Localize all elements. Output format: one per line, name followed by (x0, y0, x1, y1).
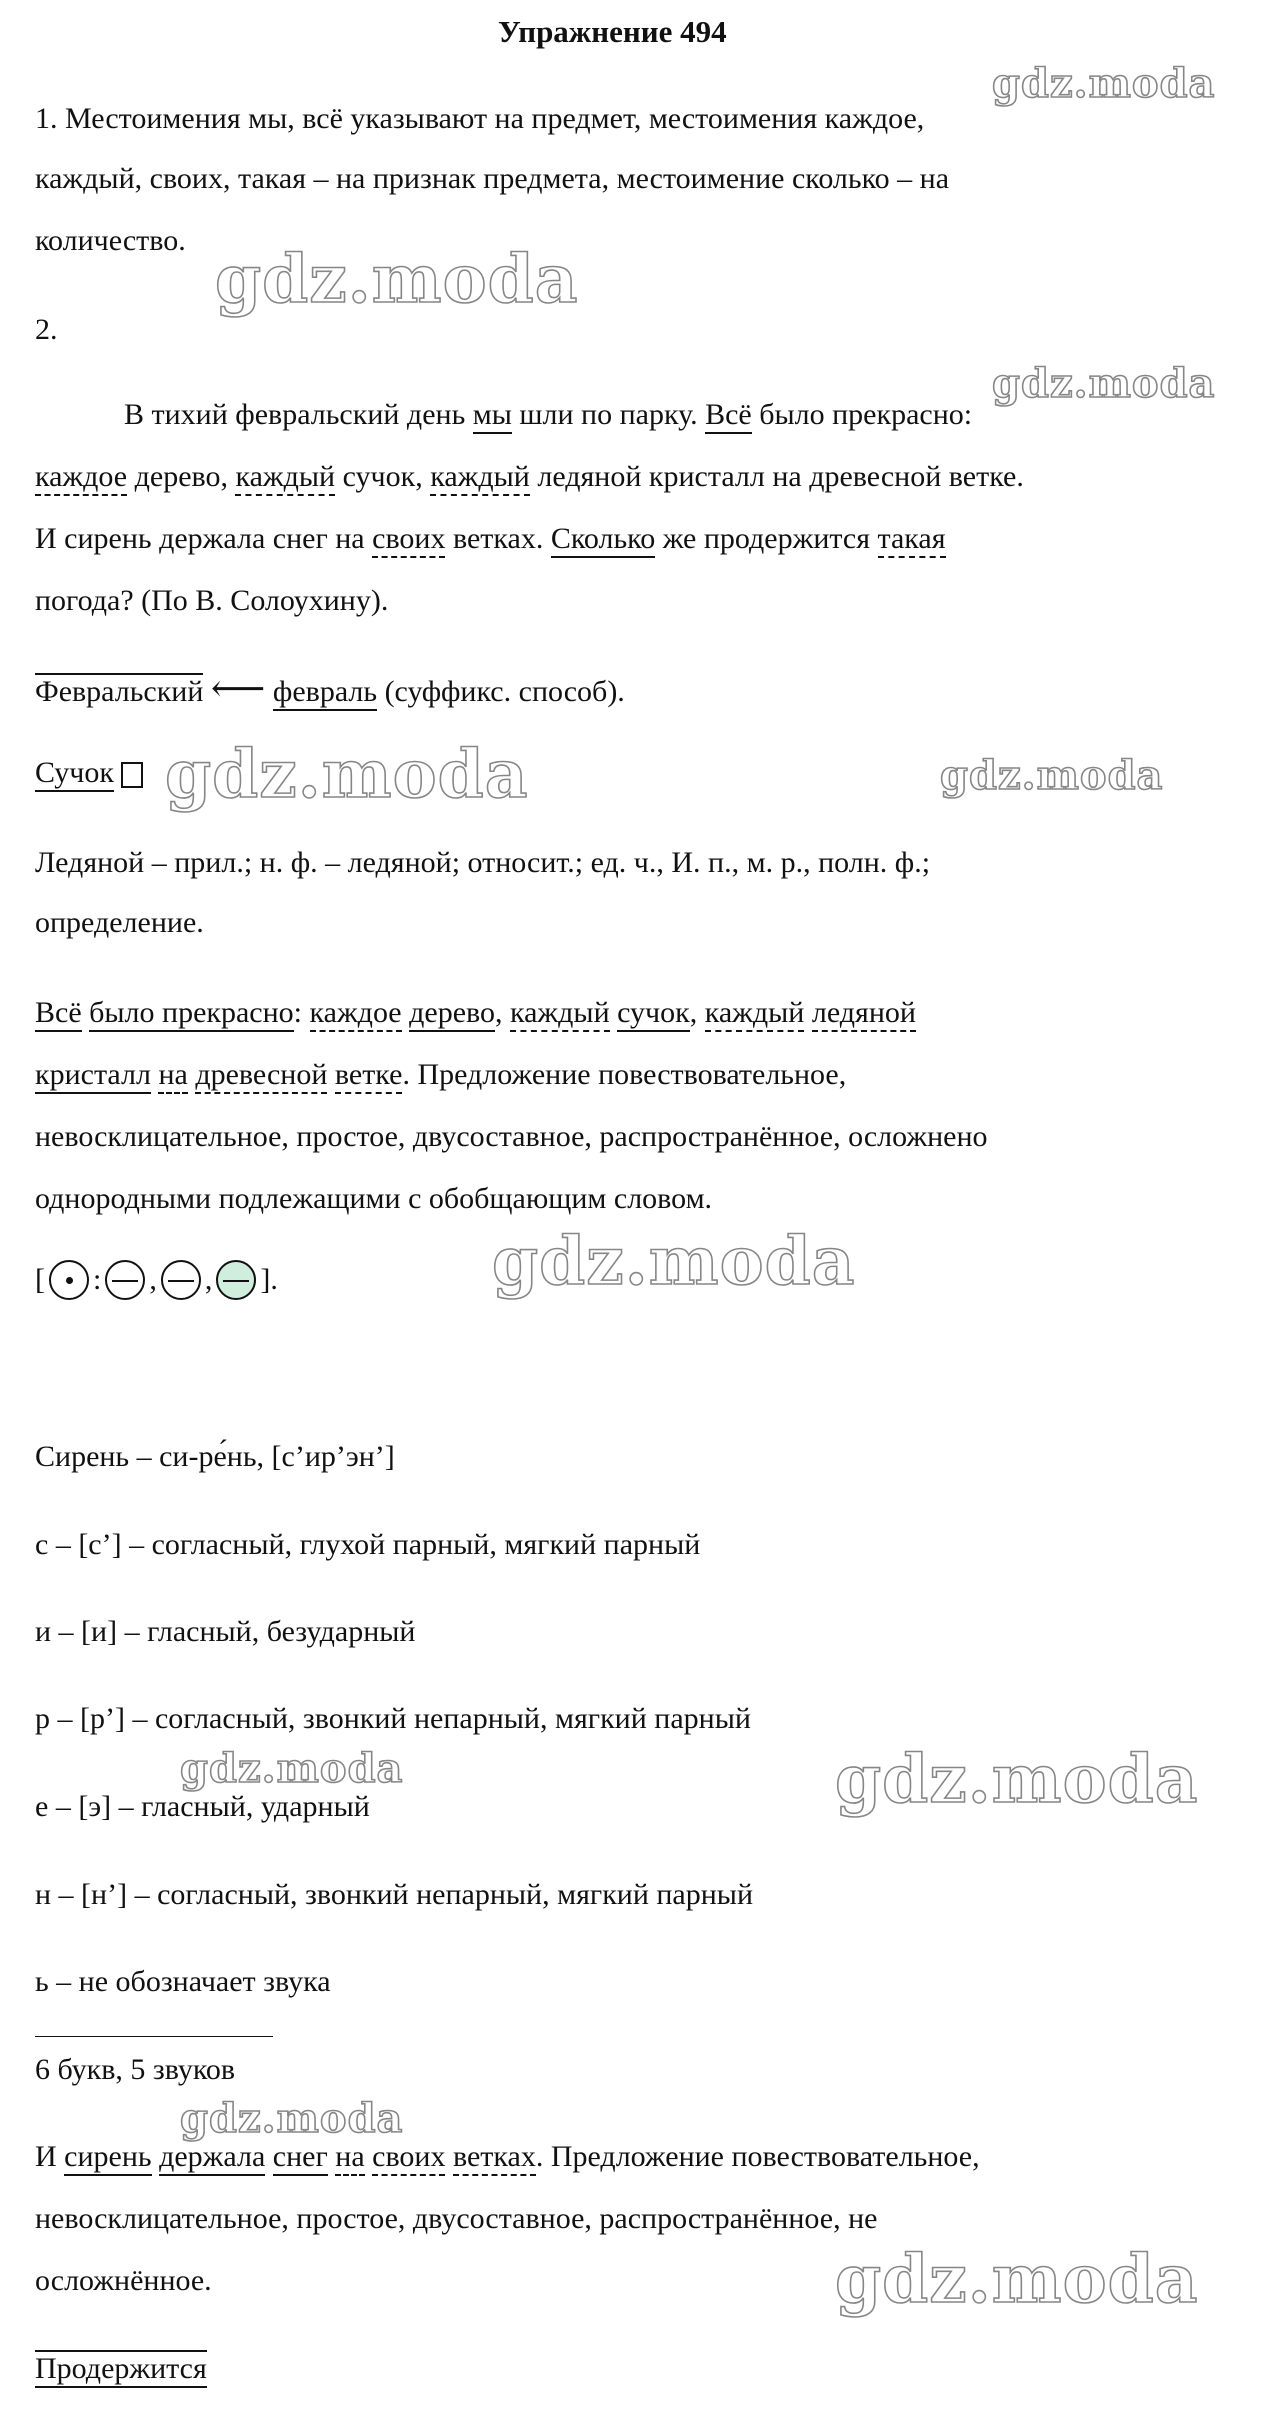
answer-1-line: 1. Местоимения мы, всё указывают на предмет, местоимения каждое, (35, 102, 925, 135)
phonetic-row: ь – не обозначает звука (35, 1965, 331, 1998)
divider (35, 2036, 273, 2037)
generalizing-word-circle-icon (49, 1260, 89, 1300)
homogeneous-member-circle-icon (105, 1260, 145, 1300)
synt-line: Всё было прекрасно: каждое дерево, каждый сучок, каждый ледяной (35, 996, 916, 1030)
answer-1-line: количество. (35, 224, 186, 257)
phonetic-row: е – [э] – гласный, ударный (35, 1790, 370, 1823)
watermark: gdz.moda (180, 2095, 404, 2142)
phonetic-total: 6 букв, 5 звуков (35, 2053, 236, 2086)
answer-2-number: 2. (35, 313, 58, 346)
phonetic-row: с – [с’] – согласный, глухой парный, мягкий парный (35, 1528, 701, 1561)
watermark: gdz.moda (492, 1222, 856, 1300)
morph-analysis-line: определение. (35, 906, 204, 939)
morpheme-analysis: Сучок (35, 756, 143, 790)
watermark: gdz.moda (992, 360, 1216, 407)
morpheme-analysis-last: Продержится (35, 2352, 207, 2386)
sentence-2-line: осложнённое. (35, 2264, 212, 2297)
morph-analysis-line: Ледяной – прил.; н. ф. – ледяной; относит.; ед. ч., И. п., м. р., полн. ф.; (35, 846, 931, 879)
text-line: погода? (По В. Солоухину). (35, 584, 389, 617)
watermark: gdz.moda (992, 60, 1216, 107)
synt-line: невосклицательное, простое, двусоставное, распространённое, осложнено (35, 1120, 988, 1153)
answer-1-line: каждый, своих, такая – на признак предмета, местоимение сколько – на (35, 162, 950, 195)
text-line: В тихий февральский день мы шли по парку. Всё было прекрасно: (124, 398, 972, 432)
page-title: Упражнение 494 (498, 14, 727, 49)
synt-line: однородными подлежащими с обобщающим словом. (35, 1182, 713, 1215)
watermark: gdz.moda (835, 2240, 1199, 2318)
phonetic-row: р – [р’] – согласный, звонкий непарный, мягкий парный (35, 1702, 751, 1735)
watermark: gdz.moda (180, 1745, 404, 1792)
homogeneous-member-circle-icon (161, 1260, 201, 1300)
watermark: gdz.moda (835, 1740, 1199, 1818)
homogeneous-member-circle-icon (216, 1260, 256, 1300)
phonetic-head: Сирень – си-ре́нь, [с’ир’эн’] (35, 1440, 395, 1473)
phonetic-row: н – [н’] – согласный, звонкий непарный, мягкий парный (35, 1878, 754, 1911)
watermark: gdz.moda (940, 752, 1164, 799)
phonetic-row: и – [и] – гласный, безударный (35, 1615, 416, 1648)
word-formation: Февральский ⟵ февраль (суффикс. способ). (35, 668, 625, 710)
synt-line: кристалл на древесной ветке. Предложение повествовательное, (35, 1058, 846, 1092)
sentence-2-line: И сирень держала снег на своих ветках. Предложение повествовательное, (35, 2140, 980, 2174)
sentence-2-line: невосклицательное, простое, двусоставное, распространённое, не (35, 2202, 878, 2235)
sentence-scheme: [ : , , ]. (35, 1260, 278, 1300)
ending-box-icon (121, 762, 143, 788)
watermark: gdz.moda (215, 240, 579, 318)
text-line: каждое дерево, каждый сучок, каждый ледяной кристалл на древесной ветке. (35, 460, 1024, 494)
text-line: И сирень держала снег на своих ветках. Сколько же продержится такая (35, 522, 946, 556)
watermark: gdz.moda (165, 735, 529, 813)
